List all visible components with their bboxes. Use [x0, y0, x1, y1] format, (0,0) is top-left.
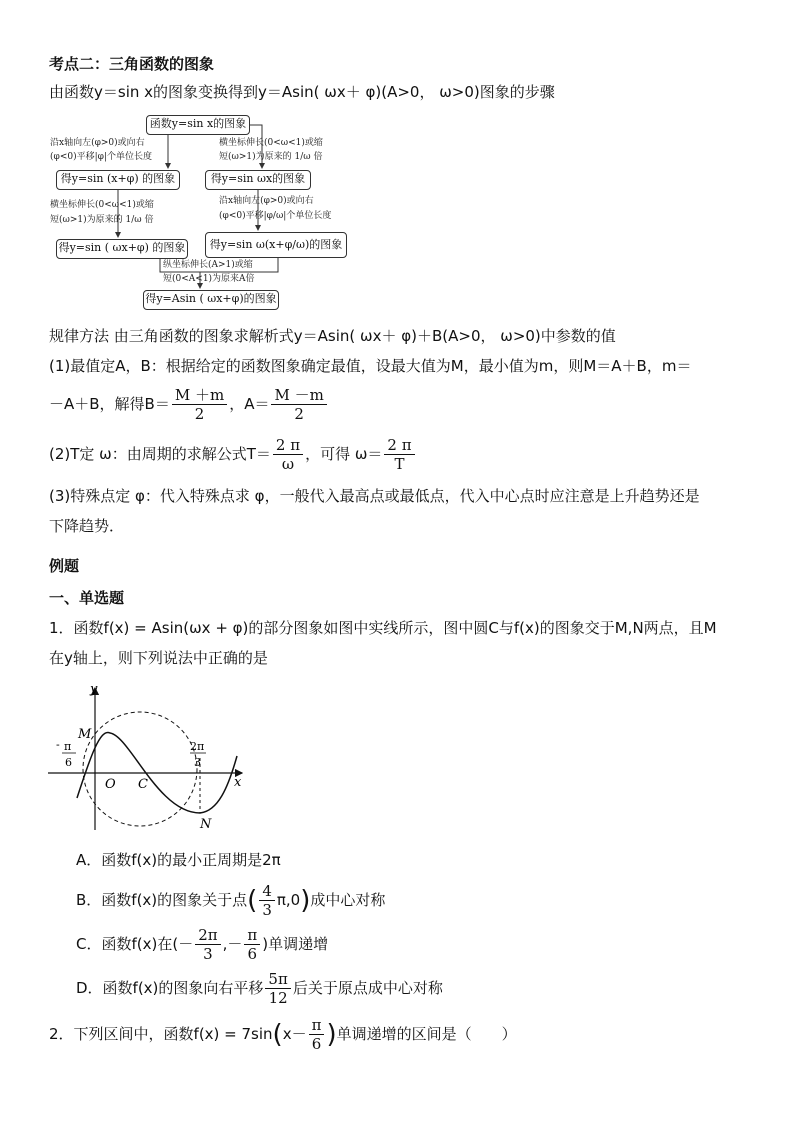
- option-D[interactable]: D．函数f(x)的图象向右平移 $\frac{5\pi}{12}$ 后关于原点成中心对称: [76, 970, 443, 1007]
- question-1-line-1: 1．函数f(x) = Asin(ωx + φ)的部分图象如图中实线所示，图中圆C与f(x)的图象交于M,N两点，且M: [49, 619, 717, 637]
- point-M-label: M: [78, 727, 92, 742]
- flow-right-box-1: 得y=sin ωx的图象: [205, 170, 311, 190]
- question-1-line-2: 在y轴上，则下列说法中正确的是: [49, 649, 268, 667]
- method-p3a: (3)特殊点定 φ：代入特殊点求 φ，一般代入最高点或最低点，代入中心点时应注意是上升趋势还是: [49, 487, 700, 505]
- flow-left-note-4: 短(ω>1)为原来的 1/ω 倍: [50, 215, 154, 225]
- method-p1a: (1)最值定A，B：根据给定的函数图象确定最值，设最大值为M，最小值为m，则M＝A＋B，m＝: [49, 357, 692, 375]
- flow-right-note-2: 短(ω>1)为原来的 1/ω 倍: [219, 152, 323, 162]
- flow-left-box-2: 得y=sin ( ωx+φ) 的图象: [56, 239, 188, 259]
- question-2: 2．下列区间中，函数f(x) = 7sin(x－ $\frac{\pi}{6}$ )单调递增的区间是（ ）: [49, 1016, 517, 1053]
- x-axis-label: x: [234, 775, 242, 790]
- flow-right-box-2: 得y=sin ω(x+φ/ω)的图象: [205, 232, 347, 258]
- six-label: 6: [65, 756, 72, 769]
- flow-left-note-2: (φ<0)平移|φ|个单位长度: [50, 152, 152, 162]
- fraction-A: $\frac{M -m}{2}$: [271, 386, 326, 423]
- flow-right-note-3: 沿x轴向左(φ>0)或向右: [219, 196, 314, 206]
- fraction-T: $\frac{2 \pi}{\omega}$: [273, 436, 303, 473]
- option-B[interactable]: B．函数f(x)的图象关于点( $\frac{4}{3}$ π,0)成中心对称: [76, 882, 386, 919]
- two-pi-label: 2π: [190, 740, 205, 753]
- flow-start-box: 函数y=sin x的图象: [146, 115, 250, 135]
- examples-heading: 例题: [49, 557, 80, 575]
- method-p1b: －A＋B，解得B＝ $\frac{M +m}{2}$ ，A＝ $\frac{M -m}{2}$: [49, 386, 329, 423]
- option-A[interactable]: A．函数f(x)的最小正周期是2π: [76, 851, 281, 869]
- flow-bottom-note-2: 短(0<A<1)为原来A倍: [163, 274, 255, 284]
- fraction-B: $\frac{M +m}{2}$: [172, 386, 227, 423]
- flow-right-note-4: (φ<0)平移|φ/ω|个单位长度: [219, 211, 332, 221]
- section-intro: 由函数y＝sin x的图象变换得到y＝Asin( ωx＋ φ)(A>0， ω>0)图象的步骤: [49, 83, 555, 101]
- sine-graph-figure: [40, 678, 260, 838]
- method-p2: (2)T定 ω：由周期的求解公式T＝ $\frac{2 \pi}{\omega}$ ，可得 ω＝ $\frac{2 \pi}{T}$: [49, 436, 417, 473]
- flow-end-box: 得y=Asin ( ωx+φ)的图象: [143, 290, 279, 310]
- section-title: 考点二：三角函数的图象: [49, 55, 215, 73]
- y-axis-label: y: [90, 682, 98, 697]
- flow-right-note-1: 横坐标伸长(0<ω<1)或缩: [219, 138, 323, 148]
- origin-label: O: [105, 777, 116, 792]
- svg-text:-: -: [56, 738, 60, 751]
- three-label: 3: [194, 756, 201, 769]
- neg-pi-label: π: [64, 740, 72, 753]
- flow-left-note-3: 横坐标伸长(0<ω<1)或缩: [50, 200, 154, 210]
- examples-subheading: 一、单选题: [49, 589, 125, 607]
- center-C-label: C: [138, 777, 148, 792]
- flow-left-box-1: 得y=sin (x+φ) 的图象: [56, 170, 180, 190]
- flow-left-note-1: 沿x轴向左(φ>0)或向右: [50, 138, 145, 148]
- circle-C: [83, 712, 197, 826]
- method-p3b: 下降趋势．: [49, 517, 125, 535]
- point-N-label: N: [200, 817, 212, 832]
- flow-bottom-note-1: 纵坐标伸长(A>1)或缩: [163, 260, 253, 270]
- method-title: 规律方法 由三角函数的图象求解析式y＝Asin( ωx＋ φ)＋B(A>0， ω>0)中参数的值: [49, 327, 616, 345]
- option-C[interactable]: C．函数f(x)在(－ $\frac{2\pi}{3}$ ,－ $\frac{\pi}{6}$ )单调递增: [76, 926, 329, 963]
- fraction-omega: $\frac{2 \pi}{T}$: [384, 436, 414, 473]
